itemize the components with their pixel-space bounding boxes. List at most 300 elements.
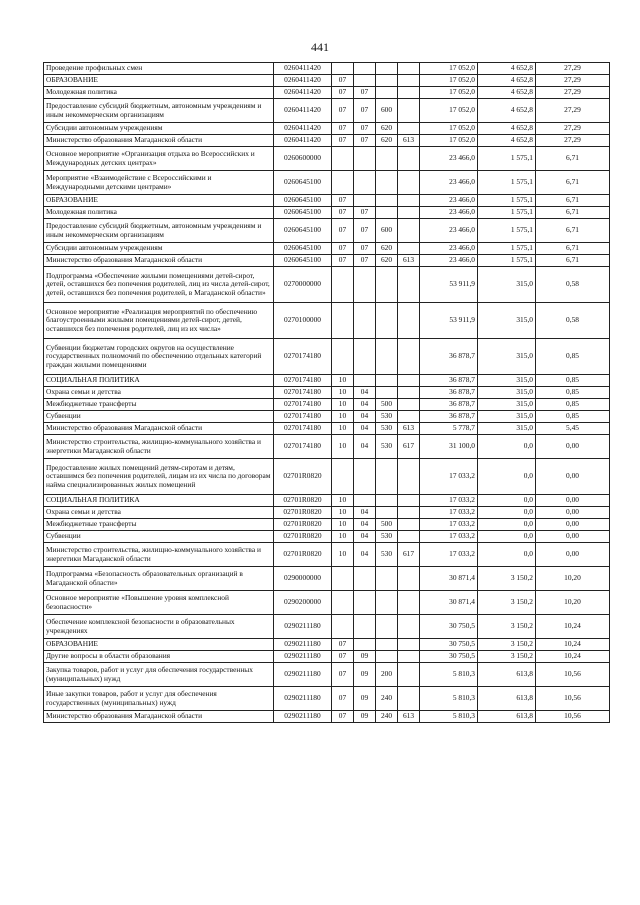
- table-row: [44, 399, 610, 411]
- expense-type-code: [376, 303, 398, 339]
- subsection-code: 07: [354, 135, 376, 147]
- table-row: [44, 615, 610, 639]
- planned-amount: 23 466,0: [420, 195, 478, 207]
- target-code: 0260411420: [274, 99, 332, 123]
- section-code: 07: [332, 207, 354, 219]
- expense-type-code: 530: [376, 435, 398, 459]
- expense-type-code: 240: [376, 711, 398, 723]
- target-code: 02701R0820: [274, 459, 332, 495]
- table-row: [44, 387, 610, 399]
- section-code: [332, 147, 354, 171]
- planned-amount: 23 466,0: [420, 243, 478, 255]
- expense-type-code: [376, 63, 398, 75]
- expense-type-code: [376, 591, 398, 615]
- expense-type-code: 600: [376, 219, 398, 243]
- planned-amount: 5 810,3: [420, 711, 478, 723]
- expense-type-code: 620: [376, 123, 398, 135]
- executed-amount: 1 575,1: [478, 255, 536, 267]
- executed-amount: 315,0: [478, 423, 536, 435]
- table-row: [44, 219, 610, 243]
- table-row: [44, 195, 610, 207]
- row-name: ОБРАЗОВАНИЕ: [44, 75, 274, 87]
- row-name: Министерство образования Магаданской области: [44, 711, 274, 723]
- section-code: [332, 63, 354, 75]
- section-code: 07: [332, 255, 354, 267]
- section-code: 07: [332, 123, 354, 135]
- target-code: 0290000000: [274, 567, 332, 591]
- target-code: 0290211180: [274, 651, 332, 663]
- executed-amount: 1 575,1: [478, 219, 536, 243]
- row-name: Предоставление жилых помещений детям-сиротам и детям, оставшимся без попечения родителей, лицам из их числа по договорам найма специализированных жилых помещений: [44, 459, 274, 495]
- execution-percent: 0,85: [536, 375, 610, 387]
- expense-type-code: [376, 387, 398, 399]
- executed-amount: 3 150,2: [478, 615, 536, 639]
- administrator-code: [398, 663, 420, 687]
- table-row: [44, 543, 610, 567]
- execution-percent: 6,71: [536, 243, 610, 255]
- section-code: 10: [332, 435, 354, 459]
- table-row: [44, 267, 610, 303]
- row-name: Министерство образования Магаданской области: [44, 135, 274, 147]
- executed-amount: 3 150,2: [478, 567, 536, 591]
- target-code: 02701R0820: [274, 507, 332, 519]
- execution-percent: 0,85: [536, 411, 610, 423]
- row-name: СОЦИАЛЬНАЯ ПОЛИТИКА: [44, 375, 274, 387]
- subsection-code: 04: [354, 435, 376, 459]
- table-row: [44, 87, 610, 99]
- target-code: 0260411420: [274, 63, 332, 75]
- expense-type-code: 530: [376, 531, 398, 543]
- expense-type-code: [376, 375, 398, 387]
- row-name: Межбюджетные трансферты: [44, 399, 274, 411]
- planned-amount: 17 033,2: [420, 507, 478, 519]
- section-code: 07: [332, 639, 354, 651]
- execution-percent: 0,85: [536, 339, 610, 375]
- administrator-code: [398, 567, 420, 591]
- executed-amount: 4 652,8: [478, 75, 536, 87]
- planned-amount: 17 052,0: [420, 75, 478, 87]
- administrator-code: [398, 99, 420, 123]
- planned-amount: 30 871,4: [420, 591, 478, 615]
- planned-amount: 36 878,7: [420, 375, 478, 387]
- subsection-code: [354, 459, 376, 495]
- section-code: 10: [332, 387, 354, 399]
- target-code: 0290211180: [274, 663, 332, 687]
- page-number: 441: [311, 40, 329, 54]
- budget-table: [43, 62, 610, 723]
- executed-amount: 315,0: [478, 303, 536, 339]
- planned-amount: 23 466,0: [420, 255, 478, 267]
- table-row: [44, 147, 610, 171]
- table-row: [44, 123, 610, 135]
- execution-percent: 27,29: [536, 135, 610, 147]
- table-row: [44, 639, 610, 651]
- planned-amount: 31 100,0: [420, 435, 478, 459]
- administrator-code: 613: [398, 255, 420, 267]
- subsection-code: 09: [354, 663, 376, 687]
- section-code: 07: [332, 135, 354, 147]
- expense-type-code: 530: [376, 423, 398, 435]
- target-code: 0270000000: [274, 267, 332, 303]
- target-code: 0260411420: [274, 75, 332, 87]
- expense-type-code: 530: [376, 543, 398, 567]
- target-code: 02701R0820: [274, 531, 332, 543]
- executed-amount: 0,0: [478, 543, 536, 567]
- row-name: Охрана семьи и детства: [44, 387, 274, 399]
- planned-amount: 23 466,0: [420, 219, 478, 243]
- expense-type-code: [376, 567, 398, 591]
- planned-amount: 30 750,5: [420, 615, 478, 639]
- administrator-code: [398, 411, 420, 423]
- target-code: 0260645100: [274, 171, 332, 195]
- row-name: Закупка товаров, работ и услуг для обеспечения государственных (муниципальных) нужд: [44, 663, 274, 687]
- row-name: ОБРАЗОВАНИЕ: [44, 195, 274, 207]
- execution-percent: 10,24: [536, 651, 610, 663]
- row-name: Межбюджетные трансферты: [44, 519, 274, 531]
- subsection-code: 09: [354, 711, 376, 723]
- planned-amount: 17 052,0: [420, 99, 478, 123]
- executed-amount: 315,0: [478, 387, 536, 399]
- planned-amount: 23 466,0: [420, 147, 478, 171]
- executed-amount: 4 652,8: [478, 63, 536, 75]
- execution-percent: 27,29: [536, 75, 610, 87]
- administrator-code: [398, 615, 420, 639]
- target-code: 0270174180: [274, 339, 332, 375]
- expense-type-code: [376, 171, 398, 195]
- row-name: Субвенции бюджетам городских округов на осуществление государственных полномочий по обеспечению отдельных категорий граждан жилыми помещениями: [44, 339, 274, 375]
- subsection-code: 04: [354, 519, 376, 531]
- administrator-code: [398, 243, 420, 255]
- execution-percent: 10,24: [536, 615, 610, 639]
- execution-percent: 0,58: [536, 267, 610, 303]
- subsection-code: [354, 147, 376, 171]
- subsection-code: 04: [354, 387, 376, 399]
- subsection-code: 04: [354, 531, 376, 543]
- target-code: 0270100000: [274, 303, 332, 339]
- administrator-code: [398, 303, 420, 339]
- table-row: [44, 459, 610, 495]
- section-code: 07: [332, 195, 354, 207]
- execution-percent: 10,20: [536, 567, 610, 591]
- subsection-code: 07: [354, 123, 376, 135]
- section-code: 10: [332, 399, 354, 411]
- table-row: [44, 339, 610, 375]
- execution-percent: 0,00: [536, 519, 610, 531]
- section-code: 10: [332, 531, 354, 543]
- administrator-code: 613: [398, 135, 420, 147]
- section-code: 10: [332, 411, 354, 423]
- execution-percent: 27,29: [536, 99, 610, 123]
- expense-type-code: [376, 195, 398, 207]
- target-code: 0290200000: [274, 591, 332, 615]
- executed-amount: 0,0: [478, 519, 536, 531]
- table-row: [44, 99, 610, 123]
- target-code: 0270174180: [274, 387, 332, 399]
- expense-type-code: [376, 651, 398, 663]
- section-code: 10: [332, 423, 354, 435]
- subsection-code: 07: [354, 255, 376, 267]
- row-name: Основное мероприятие «Повышение уровня комплексной безопасности»: [44, 591, 274, 615]
- administrator-code: [398, 639, 420, 651]
- target-code: 0260645100: [274, 195, 332, 207]
- table-row: [44, 75, 610, 87]
- planned-amount: 36 878,7: [420, 399, 478, 411]
- section-code: [332, 591, 354, 615]
- planned-amount: 17 052,0: [420, 135, 478, 147]
- subsection-code: 09: [354, 651, 376, 663]
- row-name: Министерство строительства, жилищно-коммунального хозяйства и энергетики Магаданской области: [44, 435, 274, 459]
- execution-percent: 27,29: [536, 123, 610, 135]
- row-name: Субсидии автономным учреждениям: [44, 123, 274, 135]
- expense-type-code: [376, 639, 398, 651]
- execution-percent: 10,24: [536, 639, 610, 651]
- subsection-code: 09: [354, 687, 376, 711]
- execution-percent: 6,71: [536, 207, 610, 219]
- table-row: [44, 243, 610, 255]
- expense-type-code: 500: [376, 519, 398, 531]
- executed-amount: 613,8: [478, 687, 536, 711]
- section-code: 10: [332, 543, 354, 567]
- table-row: [44, 171, 610, 195]
- planned-amount: 17 033,2: [420, 543, 478, 567]
- target-code: 0290211180: [274, 615, 332, 639]
- subsection-code: [354, 495, 376, 507]
- administrator-code: 617: [398, 435, 420, 459]
- table-row: [44, 411, 610, 423]
- execution-percent: 6,71: [536, 219, 610, 243]
- section-code: [332, 615, 354, 639]
- target-code: 0260645100: [274, 255, 332, 267]
- section-code: 10: [332, 507, 354, 519]
- administrator-code: [398, 387, 420, 399]
- table-row: [44, 423, 610, 435]
- target-code: 02701R0820: [274, 495, 332, 507]
- executed-amount: 315,0: [478, 411, 536, 423]
- table-row: [44, 519, 610, 531]
- administrator-code: [398, 87, 420, 99]
- planned-amount: 17 052,0: [420, 63, 478, 75]
- executed-amount: 0,0: [478, 495, 536, 507]
- expense-type-code: [376, 267, 398, 303]
- section-code: [332, 171, 354, 195]
- execution-percent: 0,00: [536, 507, 610, 519]
- table-row: [44, 531, 610, 543]
- section-code: [332, 339, 354, 375]
- executed-amount: 315,0: [478, 339, 536, 375]
- administrator-code: 613: [398, 423, 420, 435]
- section-code: 10: [332, 375, 354, 387]
- subsection-code: [354, 267, 376, 303]
- planned-amount: 17 033,2: [420, 495, 478, 507]
- execution-percent: 10,56: [536, 711, 610, 723]
- execution-percent: 10,20: [536, 591, 610, 615]
- expense-type-code: 200: [376, 663, 398, 687]
- execution-percent: 6,71: [536, 255, 610, 267]
- executed-amount: 1 575,1: [478, 195, 536, 207]
- section-code: 07: [332, 219, 354, 243]
- section-code: 07: [332, 651, 354, 663]
- subsection-code: 04: [354, 411, 376, 423]
- expense-type-code: [376, 147, 398, 171]
- subsection-code: [354, 195, 376, 207]
- table-row: [44, 567, 610, 591]
- row-name: Министерство строительства, жилищно-коммунального хозяйства и энергетики Магаданской области: [44, 543, 274, 567]
- row-name: СОЦИАЛЬНАЯ ПОЛИТИКА: [44, 495, 274, 507]
- table-row: [44, 591, 610, 615]
- executed-amount: 3 150,2: [478, 591, 536, 615]
- row-name: Молодежная политика: [44, 87, 274, 99]
- administrator-code: [398, 399, 420, 411]
- executed-amount: 315,0: [478, 267, 536, 303]
- row-name: Субвенции: [44, 531, 274, 543]
- execution-percent: 0,00: [536, 435, 610, 459]
- row-name: Мероприятие «Взаимодействие с Всероссийскими и Международными детскими центрами»: [44, 171, 274, 195]
- expense-type-code: 500: [376, 399, 398, 411]
- expense-type-code: [376, 207, 398, 219]
- target-code: 0260645100: [274, 219, 332, 243]
- execution-percent: 6,71: [536, 195, 610, 207]
- subsection-code: [354, 615, 376, 639]
- section-code: 07: [332, 711, 354, 723]
- executed-amount: 1 575,1: [478, 207, 536, 219]
- planned-amount: 5 810,3: [420, 663, 478, 687]
- subsection-code: 07: [354, 219, 376, 243]
- section-code: 10: [332, 495, 354, 507]
- table-row: [44, 495, 610, 507]
- executed-amount: 1 575,1: [478, 171, 536, 195]
- execution-percent: 0,00: [536, 543, 610, 567]
- administrator-code: [398, 219, 420, 243]
- planned-amount: 53 911,9: [420, 303, 478, 339]
- table-row: [44, 651, 610, 663]
- target-code: 0270174180: [274, 399, 332, 411]
- table-row: [44, 507, 610, 519]
- administrator-code: [398, 171, 420, 195]
- administrator-code: [398, 339, 420, 375]
- execution-percent: 0,85: [536, 399, 610, 411]
- table-row: [44, 663, 610, 687]
- execution-percent: 27,29: [536, 87, 610, 99]
- expense-type-code: 620: [376, 135, 398, 147]
- expense-type-code: [376, 615, 398, 639]
- planned-amount: 17 052,0: [420, 123, 478, 135]
- execution-percent: 10,56: [536, 687, 610, 711]
- executed-amount: 1 575,1: [478, 243, 536, 255]
- table-row: [44, 207, 610, 219]
- subsection-code: [354, 375, 376, 387]
- table-row: [44, 303, 610, 339]
- row-name: Министерство образования Магаданской области: [44, 423, 274, 435]
- administrator-code: [398, 75, 420, 87]
- subsection-code: 04: [354, 507, 376, 519]
- administrator-code: [398, 267, 420, 303]
- executed-amount: 613,8: [478, 663, 536, 687]
- execution-percent: 0,00: [536, 459, 610, 495]
- table-row: [44, 375, 610, 387]
- subsection-code: [354, 75, 376, 87]
- planned-amount: 30 871,4: [420, 567, 478, 591]
- administrator-code: [398, 63, 420, 75]
- table-row: [44, 135, 610, 147]
- expense-type-code: [376, 507, 398, 519]
- executed-amount: 4 652,8: [478, 99, 536, 123]
- administrator-code: [398, 123, 420, 135]
- target-code: 0260600000: [274, 147, 332, 171]
- expense-type-code: [376, 87, 398, 99]
- row-name: Субвенции: [44, 411, 274, 423]
- row-name: Другие вопросы в области образования: [44, 651, 274, 663]
- administrator-code: 613: [398, 711, 420, 723]
- executed-amount: 0,0: [478, 459, 536, 495]
- subsection-code: [354, 303, 376, 339]
- row-name: Подпрограмма «Обеспечение жилыми помещениями детей-сирот, детей, оставшихся без попечения родителей, лиц из числа детей-сирот, детей, оставшихся без попечения родителей, в Магаданской области»: [44, 267, 274, 303]
- table-row: [44, 63, 610, 75]
- planned-amount: 30 750,5: [420, 651, 478, 663]
- planned-amount: 5 810,3: [420, 687, 478, 711]
- target-code: 0260411420: [274, 135, 332, 147]
- administrator-code: [398, 651, 420, 663]
- section-code: 07: [332, 87, 354, 99]
- planned-amount: 23 466,0: [420, 171, 478, 195]
- administrator-code: [398, 459, 420, 495]
- row-name: Охрана семьи и детства: [44, 507, 274, 519]
- execution-percent: 0,85: [536, 387, 610, 399]
- target-code: 0260411420: [274, 123, 332, 135]
- target-code: 02701R0820: [274, 519, 332, 531]
- section-code: 07: [332, 99, 354, 123]
- execution-percent: 27,29: [536, 63, 610, 75]
- expense-type-code: 600: [376, 99, 398, 123]
- planned-amount: 5 778,7: [420, 423, 478, 435]
- executed-amount: 0,0: [478, 507, 536, 519]
- row-name: ОБРАЗОВАНИЕ: [44, 639, 274, 651]
- execution-percent: 0,58: [536, 303, 610, 339]
- expense-type-code: [376, 459, 398, 495]
- row-name: Предоставление субсидий бюджетным, автономным учреждениям и иным некоммерческим организациям: [44, 219, 274, 243]
- target-code: 0260411420: [274, 87, 332, 99]
- section-code: [332, 267, 354, 303]
- section-code: [332, 459, 354, 495]
- target-code: 0290211180: [274, 687, 332, 711]
- administrator-code: [398, 519, 420, 531]
- execution-percent: 10,56: [536, 663, 610, 687]
- subsection-code: 07: [354, 87, 376, 99]
- administrator-code: [398, 507, 420, 519]
- planned-amount: 36 878,7: [420, 339, 478, 375]
- execution-percent: 6,71: [536, 147, 610, 171]
- subsection-code: [354, 639, 376, 651]
- planned-amount: 23 466,0: [420, 207, 478, 219]
- executed-amount: 4 652,8: [478, 123, 536, 135]
- section-code: [332, 303, 354, 339]
- target-code: 02701R0820: [274, 543, 332, 567]
- subsection-code: [354, 591, 376, 615]
- subsection-code: 04: [354, 543, 376, 567]
- executed-amount: 315,0: [478, 375, 536, 387]
- section-code: 07: [332, 663, 354, 687]
- administrator-code: [398, 495, 420, 507]
- expense-type-code: [376, 339, 398, 375]
- subsection-code: 07: [354, 99, 376, 123]
- target-code: 0270174180: [274, 435, 332, 459]
- row-name: Иные закупки товаров, работ и услуг для обеспечения государственных (муниципальных) нужд: [44, 687, 274, 711]
- executed-amount: 0,0: [478, 435, 536, 459]
- planned-amount: 53 911,9: [420, 267, 478, 303]
- planned-amount: 36 878,7: [420, 411, 478, 423]
- section-code: 07: [332, 243, 354, 255]
- administrator-code: 617: [398, 543, 420, 567]
- target-code: 0260645100: [274, 207, 332, 219]
